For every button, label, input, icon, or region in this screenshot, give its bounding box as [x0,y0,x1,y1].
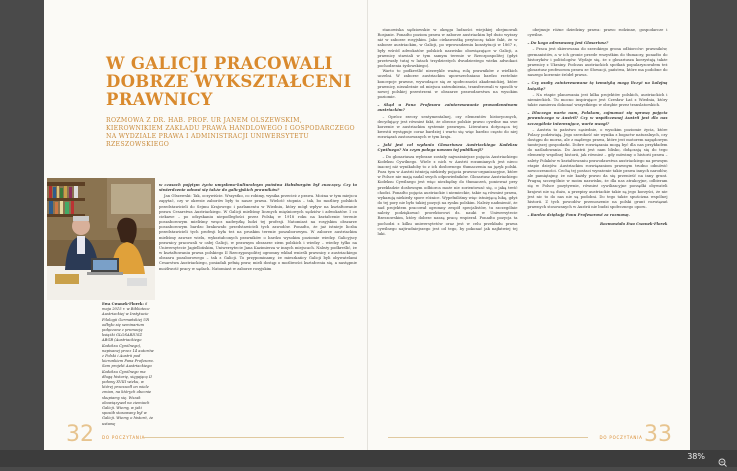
zoom-out-icon[interactable] [718,452,727,461]
right-page-number: 33 [644,422,672,447]
zoom-level: 38% [687,452,705,461]
article-title: W GALICJI PRACOWALI DOBRZE WYKSZTAŁCENI PRAWNICY [106,54,352,109]
right-column-question: – Dlaczego warto nam, Polakom, zajmować się sprawą pojęcia prawniczego w Austrii? Czy w współczesnej Austrii jest dla nas szczególnie interesujące, warte uwagi? [527,110,668,126]
right-column-paragraph: obejmuje różne dziedziny prawa: prawo rodzinne, gospodarcze i cywilne. [527,28,668,38]
middle-column-paragraph: – Oprócz rzeczy sentymentalnej, czy elementów historycznych, decydujący jest również fakt, że obecne polskie prawo cywilne ma swe korzenie w austriackim systemie prawnym. Literatura dotycząca tej kwestii występuje coraz bardziej i warto się więc bardzo często do niej rozwiązań zastosowanych w tym kraju. [377,114,518,140]
middle-column-question: – Jaki jest cel wydania Glosariusza Austriackiego Kodeksu Cywilnego? Na czym polega nowum tej publikacji? [377,142,518,153]
right-page [368,0,691,450]
left-footer-label: DO POCZYTANIA [102,435,146,440]
left-column-paragraph: Jan Olszewski: Tak, oczywiście. Wszystko, co robimy, wynika przecież z prawa. Można w tym miejscu zapytać, czy w okresie zaborów były to nasze prawa. Wielość stopnia – tak, bo możliwy polskich przedstawicieli do Sejmu Krajowego i parlamentu w Wiedniu, który mógł wpływ na kształtowanie prawa Cesarstwa Austriackiego. W Galicji mieliśmy licznych mięśniowych sędziów i adwokatów. I co ciekawe – po odzyskaniu niepodległości przez Polskę w 1918 roku na kształcenie terenie poszaborowym mieliśmy wręcz nadwyżkę ludzi tej profesji. Natomiast na rosyjskim obszarze poszaborowym bardzo brakowało przedstawicieli tych zawodów. Ponadto, że już istnieje liczba przedstawicieli tych profesji była też na pruskim terenie poszaborowym. W zaborze austriackim mieliśmy zawsze wielu, wykształconych prawników o bardzo wysokim poziomie wiedzy. Galicyjscy prawnicy pracowali w całej Galicji, w prawnym obszarze ziem polskich i wiedzy – wiedzy tylko na Uniwersytecie Jagiellońskim, Uniwersytecie Jana Kazimierza w innych miejscach. Należy podkreślić, że w kształtowaniu prawa polskiego II Rzeczypospolitej ogromny wkład wnieśli prawnicy z austriackiego obszaru pozaborowego – tak z Galicji. To przypominamy, że mieszkańcy Galicji byli obywatelami Cesarstwa Austriackiego, posiadali pełnię praw, mieli dostęp o możliwości kształcenia się, a następnie możliwość pracy w sądach. Natomiast w zaborze rosyjskim [159,194,357,271]
interview-photo [47,178,155,300]
viewer-status-bar [0,450,737,467]
right-column [528,28,668,226]
middle-column-paragraph: stanowiska sędziowskie w okręgu ludności wiejskiej obejmowali Rosjanie. Ponadto poziom prawa w zaborze austriackim był dużo wyższy niż w zaborze rosyjskim. Jako ciekawostkę przytoczę takie fakt, że w zaborze austriackim, w Galicji, po wprowadzeniu konstytucji w 1867 r., były wśród adwokatów polskich nazwisko obowiązujące w Galicji, a prawnicy stawiali w tym samym terenie w Rzeczpospolitej (gdyż przetrwały tutaj w latach trzydziestych dwudziestego wieku adwokaci pochodzenia żydowskiego). [377,28,518,69]
middle-column [378,28,518,237]
right-column-paragraph: – Praca jest skierowana do szerokiego grona odbiorców: prawników, germanistów, a w ich gronie przede wszystkim do tłumaczy, ponadto do historyków i politologów. Wydaje się, że z glosariusza korzystają także prawnicy z Ukrainy. Podczas austriackich spotkań popularyzowałem też glosariusz profesorom prawa ze Słowacji, państwa, które ma podobne do naszego korzenie źródeł prawa. [527,47,668,78]
caption-name: Ewa Cwanek-Florek: [102,302,144,306]
right-column-closing: – Bardzo dziękuję Panu Profesorowi za rozmowę. [527,212,630,218]
footer-rule [388,437,588,438]
left-page-number: 32 [66,422,94,447]
caption-text: 6 maja 2015 r. w Bibliotece Austriackiej w Instytucie Filologii Germańskiej UR odbyło się seminarium połączone z promocją książki GLOSARIUSZ ABGB (Austriackiego Kodeksu Cywilnego), napisanej przez 14 autorów z Polski i Austrii pod kierunkiem Pana Profesora. Sam projekt Austriackiego Kodeksu Cywilnego ma długą historię, sięgającą II połowy XVIII wieku, w której przeszedł on wiele zmian, na których obecnie skupiamy się. Wszak obowiązywał na ziemiach Galicji. Wiemy, w jaki sposób stosowany był w Galicji. Wiemy o historii, że ustawę [102,302,154,426]
left-column [159,180,357,272]
middle-column-paragraph: – Do glosariusza wybrane zostały najważniejsze pojęcia Austriackiego Kodeksu Cywilnego. Wiele z nich w Austrii rozumianych jest nieco inaczej niż wynikałoby to z ich dosłownego tłumaczenia na język polski. Poza tym w Austrii istnieją niekiedy pojęcia prawno-organizacyjne, które w Polsce nie mają nadal swych odpowiedników. Glosariusz Austriackiego Kodeksu Cywilnego jest więc niezbędny do tłumaczeń, ponieważ przy przekładzie dosłownym odbiorca może nie zorientować się, o jaką treść chodzi. Ponadto pojęcia austriackie i niemieckie, takie są również prawa, wykazują niekiedy spore różnice. Wypełniliśmy więc istniejącą lukę, gdyż do tej pory nie było takiej pozycji na rynku polskim. Należy nadmienić, że nad projektem pracował ogromny zespół specjalistów, tu szczególnie należy podziękować prorektorowi ds. nauki w Uniwersytecie Rzeszowskim, który dobrze naszą pracę wspierał. Ponadto pozycja ta pochodzi z kilku uniwersytetów oraz jest w celu przekładu prawa cywilnego najtrudniejszego jest od tego, by pokonać jak najłatwiej tej luki. [377,154,518,236]
right-column-question: – Czy osoby zainteresowane tą tematyką mogą liczyć na kolejną książkę? [527,80,668,91]
right-footer-label: DO POCZYTANIA [599,435,643,440]
interviewer-signature: Rozmawiała Ewa Cwanek-Florek [599,221,668,227]
article-subtitle: ROZMOWA Z DR. HAB. PROF. UR JANEM OLSZEWSKIM, KIEROWNIKIEM ZAKŁADU PRAWA HANDLOWEGO I GOSPODARCZEGO NA WYDZIALE PRAWA I ADMINISTRACJI UNIWERSYTETU RZESZOWSKIEGO [106,117,355,148]
footer-rule [144,437,344,438]
right-column-paragraph: – Austria to państwo sąsiednie, o wysokim poziomie życia, które Polacy podziwiają. Jego szerokość nie wynika z bogactw naturalnych, czy dostępu do morza, ale z mądrego prawa, które jest motorem napędowym tamtejszej gospodarki. Dobre rozwiązania mogą być dla nas przykładem do naśladowania. Do Austrii jest nam blisko, dołączają się do tego elementy wspólnej historii, jak również – gdy mówimy o historii prawa – zalety Polaków w kształtowaniu prawodawstwa austriackiego na pewnym etapie dziejów. Austriackim rozwiązaniom prawnym trudno odmówić nowoczesności. Cechą tej postaci wyrażenie takie prawa innych narodów, ale pamiętajmy, że nie każdy prawo da się przenieść na inny grunt. Pragnę szczególnie w moim nazwisku, że dla nas atrakcyjne, odbieram się w Polsce pozytywnie, również cywilizacyjne porządki obywateli krajowi nie są dużo, a przepisy austriackie takie są jego korzyści, że nie jest nic to do nas nie są podobni. Do tego także spuścizna wspólnej historii. Z tych powodów przenoszenie na polski grunt rozwiązań prawnych stosowanych w Austrii nie budzi społecznego oporu. [527,127,668,209]
right-column-question: – Do kogo adresowany jest Glosariusz? [527,40,609,46]
photo-illustration [47,178,155,300]
middle-column-question: – Skąd u Pana Profesora zainteresowanie prawodawstwem austriackim? [377,102,518,113]
photo-caption [102,302,154,427]
magazine-spread [44,0,690,450]
left-page [44,0,368,450]
right-column-paragraph: – Na etapie planowania jest kilka projektów polskich, austriackich i niemieckich. Tu mocno inspirujące jest Czesław Łaś z Wiednia, który także zamierza dokonać wszystkiego w obrębie przez translatorskich. [527,92,668,108]
left-column-paragraph: w czasach pojętym życiu umysłowo-kulturalnym państwa Habsburgów był znaczący. Czy to stwierdzenie odnosi się także do galicyjskich prawników? [159,182,357,193]
middle-column-paragraph: Warto to podkreślić niezwykle ważną rolę prawników z wielkich uczelni. W zaborze austriackim upowszechniano bardzo rzetelnie koncepcje prawne, wywodzące się ze społeczności akademickiej, które prawnicy, niezależnie od miejsca zatrudnienia, transferowali w sposób w nowej polskiej przestrzeni w obszarze prawodawstwa na wysokim poziomie. [377,69,518,100]
